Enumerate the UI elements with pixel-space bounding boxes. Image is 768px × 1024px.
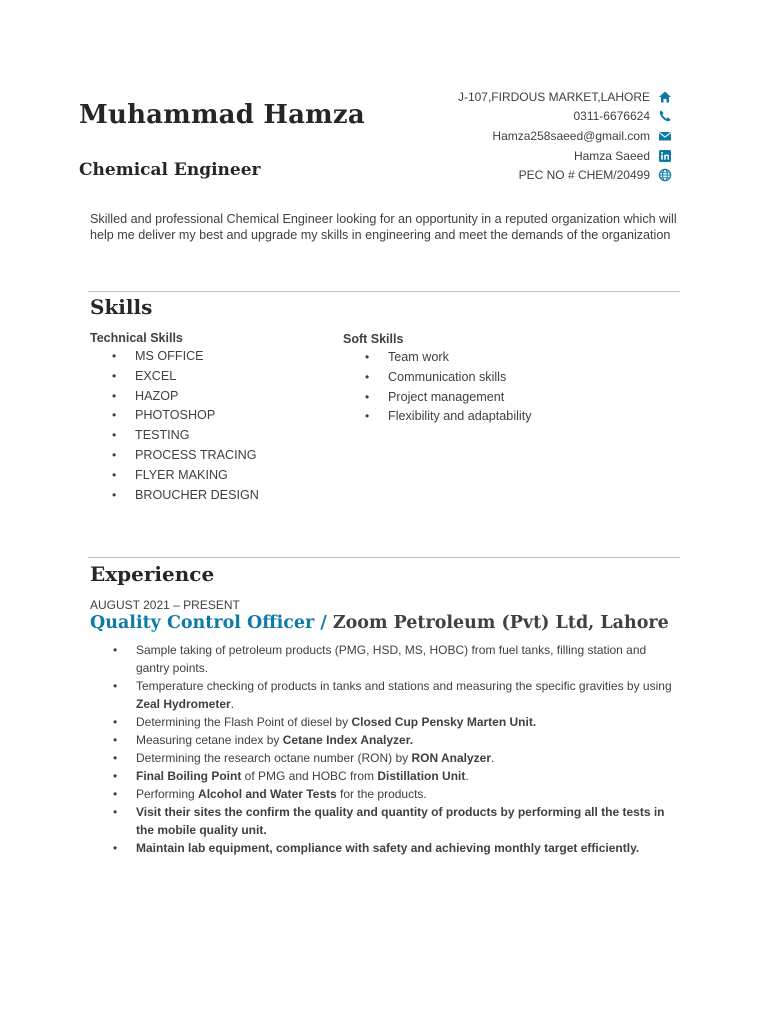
skill-item: • Flexibility and adaptability xyxy=(343,407,532,427)
duty-item xyxy=(90,677,680,713)
duty-text-bold: Maintain lab equipment, compliance with safety and achieving monthly target efficiently. xyxy=(136,841,640,855)
job-duties xyxy=(90,641,680,857)
skill-item: • PROCESS TRACING xyxy=(90,446,259,466)
duty-text: Determining the Flash Point of diesel by xyxy=(136,715,352,729)
contact-item xyxy=(458,107,672,127)
duty-text-bold: Final Boiling Point xyxy=(136,769,242,783)
duty-text: of PMG and HOBC from xyxy=(241,769,378,783)
duty-item xyxy=(90,641,680,677)
skill-item: • BROUCHER DESIGN xyxy=(90,486,259,506)
divider xyxy=(88,557,680,558)
duty-text: Measuring cetane index by xyxy=(136,733,283,747)
contact-item xyxy=(458,126,672,146)
contact-text: PEC NO # CHEM/20499 xyxy=(518,168,650,183)
skill-item: • Communication skills xyxy=(343,368,532,388)
candidate-name: Muhammad Hamza xyxy=(79,100,365,130)
job-heading xyxy=(90,613,669,633)
email-icon xyxy=(658,129,672,143)
duty-text-bold: Alcohol and Water Tests xyxy=(198,787,337,801)
duty-text: . xyxy=(491,751,495,765)
technical-skills-list xyxy=(90,347,259,505)
contact-text: Hamza258saeed@gmail.com xyxy=(492,128,650,143)
duty-item xyxy=(90,803,680,839)
job-role: Quality Control Officer / xyxy=(90,613,333,633)
duty-text: . xyxy=(465,769,469,783)
skill-item: • PHOTOSHOP xyxy=(90,406,259,426)
soft-skills xyxy=(343,332,532,427)
skill-item: • HAZOP xyxy=(90,387,259,407)
duty-text-bold: Distillation Unit xyxy=(377,769,466,783)
duty-item xyxy=(90,749,680,767)
duty-item xyxy=(90,839,680,857)
section-heading-skills: Skills xyxy=(90,295,153,319)
job-date-range: AUGUST 2021 – PRESENT xyxy=(90,598,240,612)
duty-item xyxy=(90,713,680,731)
duty-item xyxy=(90,767,680,785)
divider xyxy=(88,291,680,292)
soft-skills-list xyxy=(343,348,532,427)
skill-item: • TESTING xyxy=(90,426,259,446)
contact-item xyxy=(458,87,672,107)
skill-item: • Project management xyxy=(343,388,532,408)
skill-item: • EXCEL xyxy=(90,367,259,387)
contact-block xyxy=(458,87,672,185)
contact-text: Hamza Saeed xyxy=(573,148,650,163)
technical-skills xyxy=(90,331,259,505)
linkedin-icon xyxy=(658,149,672,163)
duty-text: Temperature checking of products in tanks and stations and measuring the specific gravities by using xyxy=(136,679,672,693)
duty-text-bold: Closed Cup Pensky Marten Unit. xyxy=(351,715,537,729)
job-company: Zoom Petroleum (Pvt) Ltd, Lahore xyxy=(332,613,669,633)
duty-item xyxy=(90,731,680,749)
contact-text: J-107,FIRDOUS MARKET,LAHORE xyxy=(457,89,650,104)
contact-item xyxy=(458,165,672,185)
duty-text: Sample taking of petroleum products (PMG, HSD, MS, HOBC) from fuel tanks, filling station and gantry points. xyxy=(136,643,647,675)
home-icon xyxy=(658,90,672,104)
contact-text: 0311-6676624 xyxy=(573,109,650,124)
phone-icon xyxy=(658,109,672,123)
summary: Skilled and professional Chemical Engineer looking for an opportunity in a reputed organization which will help me deliver my best and upgrade my skills in engineering and meet the demands of the organization xyxy=(90,212,677,242)
skill-item: • MS OFFICE xyxy=(90,347,259,367)
duty-text-bold: Cetane Index Analyzer. xyxy=(282,733,414,747)
duty-item xyxy=(90,785,680,803)
duty-text: . xyxy=(230,697,235,711)
job-title: Chemical Engineer xyxy=(79,160,261,180)
section-heading-experience: Experience xyxy=(90,562,215,586)
technical-skills-label: Technical Skills xyxy=(90,331,183,345)
duty-text-bold: RON Analyzer xyxy=(411,751,492,765)
duty-text-bold: Visit their sites the confirm the quality and quantity of products by performing all the tests in the mobile quality unit. xyxy=(136,805,665,837)
skill-item: • FLYER MAKING xyxy=(90,466,259,486)
soft-skills-label: Soft Skills xyxy=(343,332,404,346)
duty-text: for the products. xyxy=(336,787,427,801)
globe-icon xyxy=(658,168,672,182)
contact-item xyxy=(458,146,672,166)
duty-text: Determining the research octane number (RON) by xyxy=(136,751,412,765)
duty-text: Performing xyxy=(136,787,199,801)
duty-text-bold: Zeal Hydrometer xyxy=(136,697,231,711)
skill-item: • Team work xyxy=(343,348,532,368)
